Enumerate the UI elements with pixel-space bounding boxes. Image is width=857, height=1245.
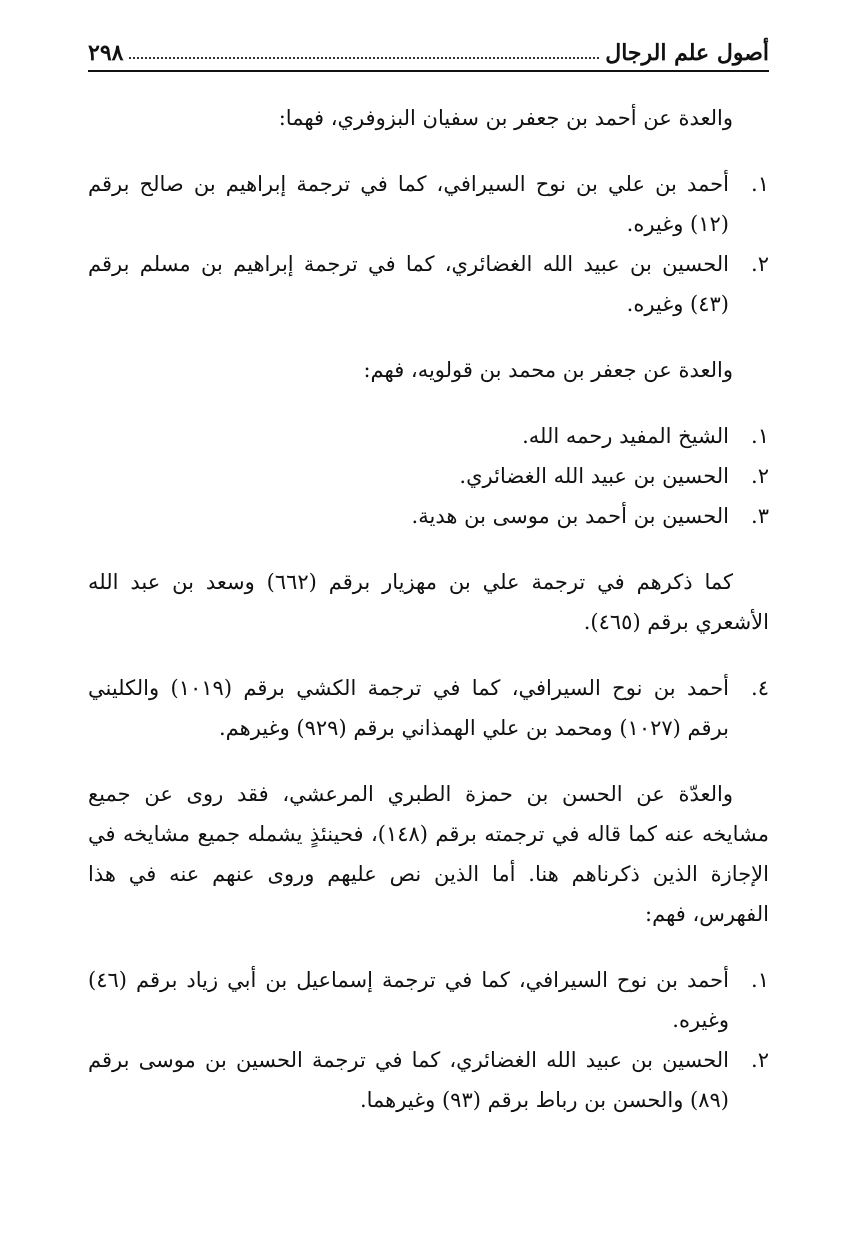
- list-item-number: ٢.: [751, 464, 769, 488]
- list-item: [88, 1040, 769, 1120]
- list-item-number: ١.: [751, 172, 769, 196]
- section2-intro: والعدة عن جعفر بن محمد بن قولويه، فهم:: [363, 358, 733, 382]
- section1-intro: والعدة عن أحمد بن جعفر بن سفيان البزوفري، فهما:: [278, 106, 733, 130]
- section3-intro: والعدّة عن الحسن بن حمزة الطبري المرعشي، فقد روى عن جميع مشايخه عنه كما قاله في ترجمته برقم (١٤٨)، فحينئذٍ يشمله جميع مشايخه في الإجازة الذين ذكرناهم هنا. أما الذين نص عليهم وروى عنهم عنه في هذا الفهرس، فهم:: [88, 782, 770, 926]
- page-body: [88, 98, 769, 1120]
- list-item-text: أحمد بن نوح السيرافي، كما في ترجمة إسماعيل بن أبي زياد برقم (٤٦) وغيره.: [88, 968, 729, 1032]
- list-item-number: ١.: [751, 968, 769, 992]
- list-item: [88, 960, 769, 1040]
- book-page: [88, 28, 769, 1120]
- list-item: [88, 164, 769, 244]
- list-item-text: الحسين بن عبيد الله الغضائري، كما في ترجمة الحسين بن موسى برقم (٨٩) والحسن بن رباط برقم (٩٣) وغيرهما.: [88, 1048, 729, 1112]
- list-item: [88, 668, 769, 748]
- section2-note: كما ذكرهم في ترجمة علي بن مهزيار برقم (٦٦٢) وسعد بن عبد الله الأشعري برقم (٤٦٥).: [88, 570, 769, 634]
- list-item-text: الحسين بن أحمد بن موسى بن هدية.: [411, 504, 729, 528]
- book-title: أصول علم الرجال: [605, 40, 769, 66]
- page-number: ٢٩٨: [88, 40, 124, 66]
- section2-list: [88, 416, 769, 536]
- list-item: [88, 456, 769, 496]
- list-item-number: ١.: [751, 424, 769, 448]
- running-header: [88, 28, 769, 72]
- list-item-number: ٤.: [751, 676, 769, 700]
- section1-list: [88, 164, 769, 324]
- list-item-text: الحسين بن عبيد الله الغضائري.: [459, 464, 729, 488]
- leader-dots: [129, 57, 599, 59]
- section2-list-continued: [88, 668, 769, 748]
- list-item-text: الحسين بن عبيد الله الغضائري، كما في ترجمة إبراهيم بن مسلم برقم (٤٣) وغيره.: [88, 252, 729, 316]
- list-item-text: أحمد بن علي بن نوح السيرافي، كما في ترجمة إبراهيم بن صالح برقم (١٢) وغيره.: [88, 172, 729, 236]
- list-item: [88, 244, 769, 324]
- list-item-text: أحمد بن نوح السيرافي، كما في ترجمة الكشي برقم (١٠١٩) والكليني برقم (١٠٢٧) ومحمد بن علي الهمذاني برقم (٩٢٩) وغيرهم.: [88, 676, 730, 740]
- list-item-number: ٢.: [751, 252, 769, 276]
- list-item-number: ٢.: [751, 1048, 769, 1072]
- list-item-text: الشيخ المفيد رحمه الله.: [522, 424, 729, 448]
- section3-list: [88, 960, 769, 1120]
- list-item: [88, 496, 769, 536]
- list-item: [88, 416, 769, 456]
- list-item-number: ٣.: [751, 504, 769, 528]
